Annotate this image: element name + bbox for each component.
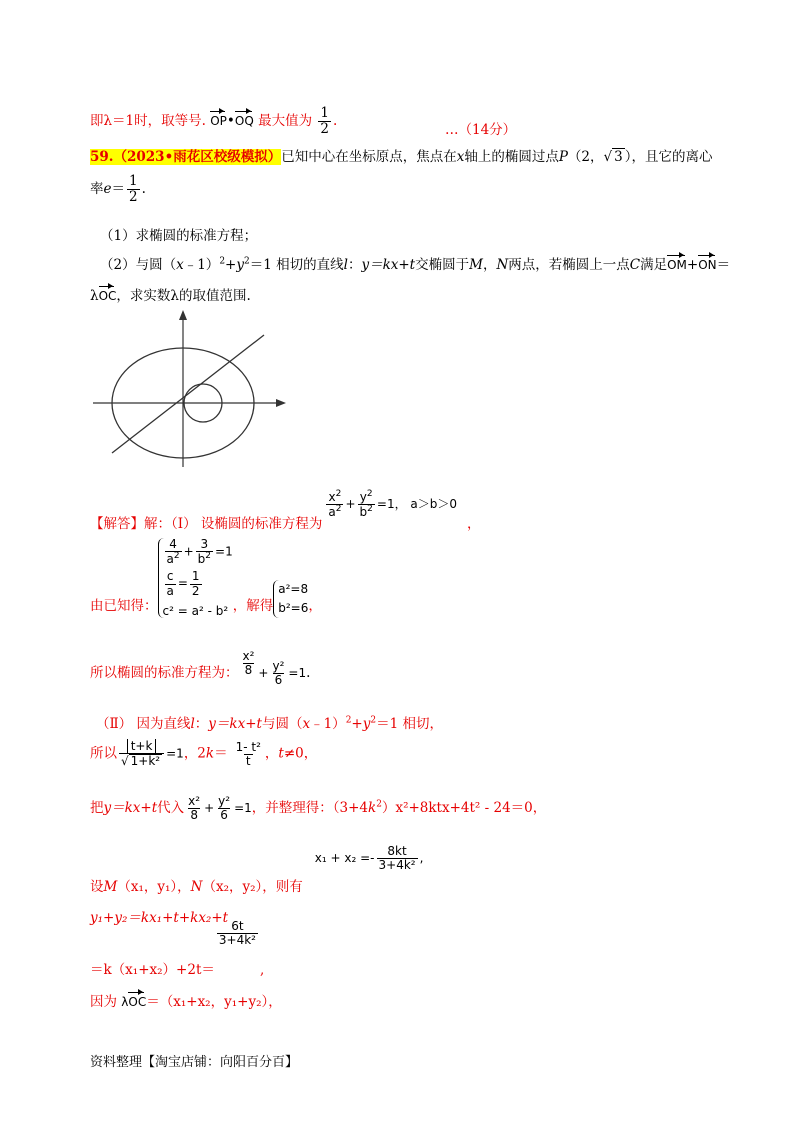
vector-om: OM bbox=[667, 258, 687, 272]
standard-form: $\frac{x^2}{a^2}$ + $\frac{y^2}{b^2}$ =1， a＞b＞0 bbox=[328, 489, 458, 520]
question-2-line2: λOC，求实数λ的取值范围. bbox=[90, 288, 251, 304]
vector-op: OP bbox=[210, 113, 227, 128]
score: …（14分） bbox=[445, 122, 517, 138]
solution-lead: 【解答】解：（Ⅰ） 设椭圆的标准方程为 bbox=[90, 516, 323, 532]
solution-lead-line: 【解答】解：（Ⅰ） 设椭圆的标准方程为 $\frac{x^2}{a^2}$ + $\frac{y^2}{b^2}$ =1， a＞b＞0， bbox=[90, 489, 481, 532]
question-1: （1）求椭圆的标准方程； bbox=[100, 228, 258, 244]
half-fraction: $\frac{1}{2}$ bbox=[320, 105, 329, 137]
solution-values: a²=8 b²=6 bbox=[273, 580, 308, 618]
because-line: 因为 λOC＝（x₁+x₂，y₁+y₂）， bbox=[90, 994, 282, 1010]
equation-system: $\frac{4}{a^2}$ + $\frac{3}{b^2}$ =1 $\frac{c}{a}$ = $\frac{1}{2}$ c² = a² - b² bbox=[158, 538, 233, 618]
lambda-condition: 即λ＝1时，取等号. bbox=[90, 112, 206, 129]
system-block: 由已知得： $\frac{4}{a^2}$ + $\frac{3}{b^2}$ =1 $\frac{c}{a}$ = $\frac{1}{2}$ c² = a² - b² ，解得 a²=8 b²=6 ， bbox=[90, 537, 322, 618]
std-result-line: 所以椭圆的标准方程为： $\frac{\text{x²}}{8}$ + $\frac{\text{y²}}{6}$ =1. bbox=[90, 649, 311, 688]
y-sum-line: y₁+y₂＝kx₁+t+kx₂+t bbox=[90, 910, 229, 926]
vector-oc-2: OC bbox=[128, 995, 147, 1009]
substitution-line: 把y＝kx+t代入 $\frac{\text{x²}}{8}$ + $\frac{\text{y²}}{6}$ =1，并整理得：$(3+4k^2)x^2+8ktx+4t^2 - 24=0$， bbox=[90, 794, 547, 823]
problem-stem-line1: 59.（2023•雨花区校级模拟）已知中心在坐标原点，焦点在x轴上的椭圆过点P（2，√ 3 ），且它的离心 bbox=[90, 149, 713, 165]
line-lambda-max: 即λ＝1时，取等号. OP•OQ 最大值为 $\frac{1}{2}$ . bbox=[90, 105, 338, 137]
problem-number: 59. bbox=[90, 149, 114, 165]
part2-line: （Ⅱ） 因为直线l：y＝kx+t与圆$(x﹣1)^2+y^2=1$ 相切， bbox=[96, 715, 443, 732]
ellipse-figure bbox=[90, 305, 300, 475]
vieta-line: 设M（x₁，y₁），N（x₂，y₂），则有x₁ + x₂ =- $\frac{8kt}{\text{3+4k²}}$ , bbox=[90, 844, 424, 895]
vector-oq: OQ bbox=[234, 113, 254, 128]
tangent-condition-line: 所以 $\frac{t+k}{\text{√ 1+k²}}$ =1，2k＝ $\frac{\text{1- t²}}{t}$ ，t≠0， bbox=[90, 739, 318, 769]
question-2-line1: （2）与圆$(x﹣1)^2+y^2=1$ 相切的直线l：y＝kx+t交椭圆于M，N两点，若椭圆上一点C满足OM+ON＝ bbox=[100, 256, 731, 273]
known-label: 由已知得： bbox=[90, 598, 158, 615]
vector-on: ON bbox=[698, 258, 717, 272]
eccentricity-fraction: $\frac{1}{2}$ bbox=[129, 173, 138, 205]
solve-label: ，解得 bbox=[232, 598, 274, 615]
vector-oc: OC bbox=[98, 289, 117, 303]
y-sum-result-line: ＝k（x₁+x₂）+2t＝ $\frac{6t}{\text{3+4k²}}$ , bbox=[90, 919, 265, 978]
problem-source: （2023•雨花区校级模拟） bbox=[113, 149, 282, 165]
x-axis-arrow bbox=[276, 399, 286, 407]
footer: 资料整理【淘宝店铺：向阳百分百】 bbox=[90, 1055, 299, 1070]
problem-stem-line2: 率e＝ $\frac{1}{2}$ . bbox=[90, 173, 146, 205]
max-text: 最大值为 bbox=[258, 112, 313, 129]
sqrt-three: 3 bbox=[614, 149, 623, 165]
y-axis-arrow bbox=[179, 310, 187, 320]
